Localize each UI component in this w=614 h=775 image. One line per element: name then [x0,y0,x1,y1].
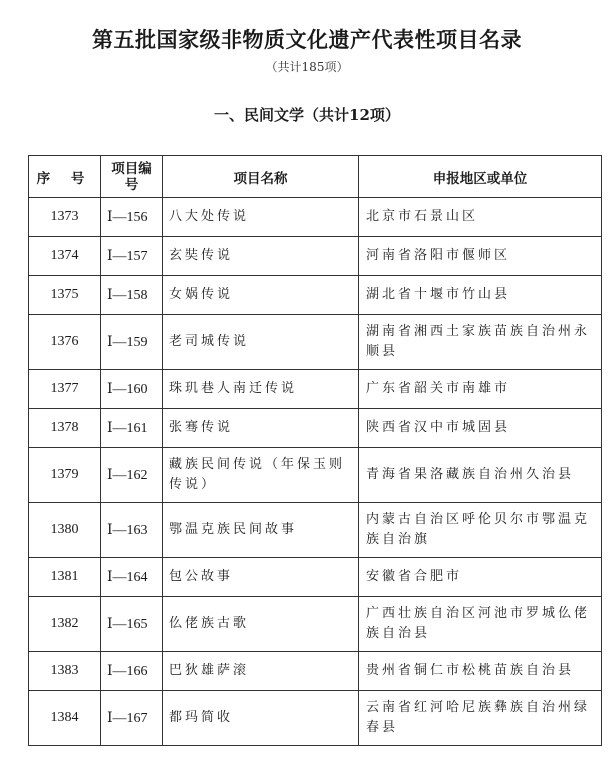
cell-code: Ⅰ—157 [101,237,163,276]
cell-seq: 1374 [29,237,101,276]
cell-region: 安徽省合肥市 [359,558,602,597]
cell-name: 女娲传说 [163,276,359,315]
cell-seq: 1382 [29,597,101,652]
table-row [29,558,602,597]
table-row [29,409,602,448]
table-header-row [29,156,602,198]
cell-name: 珠玑巷人南迁传说 [163,370,359,409]
cell-region: 河南省洛阳市偃师区 [359,237,602,276]
table-row [29,652,602,691]
column-header-code: 项目编号 [101,156,163,198]
cell-region: 广东省韶关市南雄市 [359,370,602,409]
cell-name: 都玛简收 [163,691,359,746]
cell-code: Ⅰ—165 [101,597,163,652]
table-row [29,370,602,409]
column-header-name: 项目名称 [163,156,359,198]
cell-region: 湖南省湘西土家族苗族自治州永顺县 [359,315,602,370]
section-heading: 一、民间文学（共计12项） [214,106,400,124]
table-row [29,503,602,558]
table-row [29,276,602,315]
table-row [29,237,602,276]
table-row [29,198,602,237]
cell-seq: 1384 [29,691,101,746]
cell-name: 张骞传说 [163,409,359,448]
table-row [29,448,602,503]
cell-seq: 1373 [29,198,101,237]
cell-code: Ⅰ—159 [101,315,163,370]
page-subtitle: （共计185项） [265,60,349,74]
cell-region: 湖北省十堰市竹山县 [359,276,602,315]
cell-code: Ⅰ—166 [101,652,163,691]
cell-seq: 1376 [29,315,101,370]
table-row [29,597,602,652]
cell-seq: 1377 [29,370,101,409]
cell-region: 广西壮族自治区河池市罗城仫佬族自治县 [359,597,602,652]
cell-seq: 1379 [29,448,101,503]
cell-code: Ⅰ—162 [101,448,163,503]
cell-region: 北京市石景山区 [359,198,602,237]
cell-name: 玄奘传说 [163,237,359,276]
cell-seq: 1375 [29,276,101,315]
cell-seq: 1378 [29,409,101,448]
cell-code: Ⅰ—164 [101,558,163,597]
cell-region: 云南省红河哈尼族彝族自治州绿春县 [359,691,602,746]
cell-region: 陕西省汉中市城固县 [359,409,602,448]
cell-name: 巴狄雄萨滚 [163,652,359,691]
cell-code: Ⅰ—163 [101,503,163,558]
cell-region: 贵州省铜仁市松桃苗族自治县 [359,652,602,691]
cell-name: 八大处传说 [163,198,359,237]
cell-code: Ⅰ—167 [101,691,163,746]
cell-name: 老司城传说 [163,315,359,370]
column-header-region: 申报地区或单位 [359,156,602,198]
cell-name: 鄂温克族民间故事 [163,503,359,558]
cell-code: Ⅰ—160 [101,370,163,409]
cell-seq: 1383 [29,652,101,691]
page-title: 第五批国家级非物质文化遗产代表性项目名录 [92,27,522,52]
heritage-table [28,155,602,746]
cell-code: Ⅰ—156 [101,198,163,237]
table-row [29,691,602,746]
column-header-seq: 序 号 [29,156,101,198]
cell-seq: 1381 [29,558,101,597]
cell-region: 青海省果洛藏族自治州久治县 [359,448,602,503]
cell-code: Ⅰ—158 [101,276,163,315]
cell-name: 包公故事 [163,558,359,597]
cell-name: 仫佬族古歌 [163,597,359,652]
cell-region: 内蒙古自治区呼伦贝尔市鄂温克族自治旗 [359,503,602,558]
cell-name: 藏族民间传说（年保玉则传说） [163,448,359,503]
cell-seq: 1380 [29,503,101,558]
cell-code: Ⅰ—161 [101,409,163,448]
table-row [29,315,602,370]
